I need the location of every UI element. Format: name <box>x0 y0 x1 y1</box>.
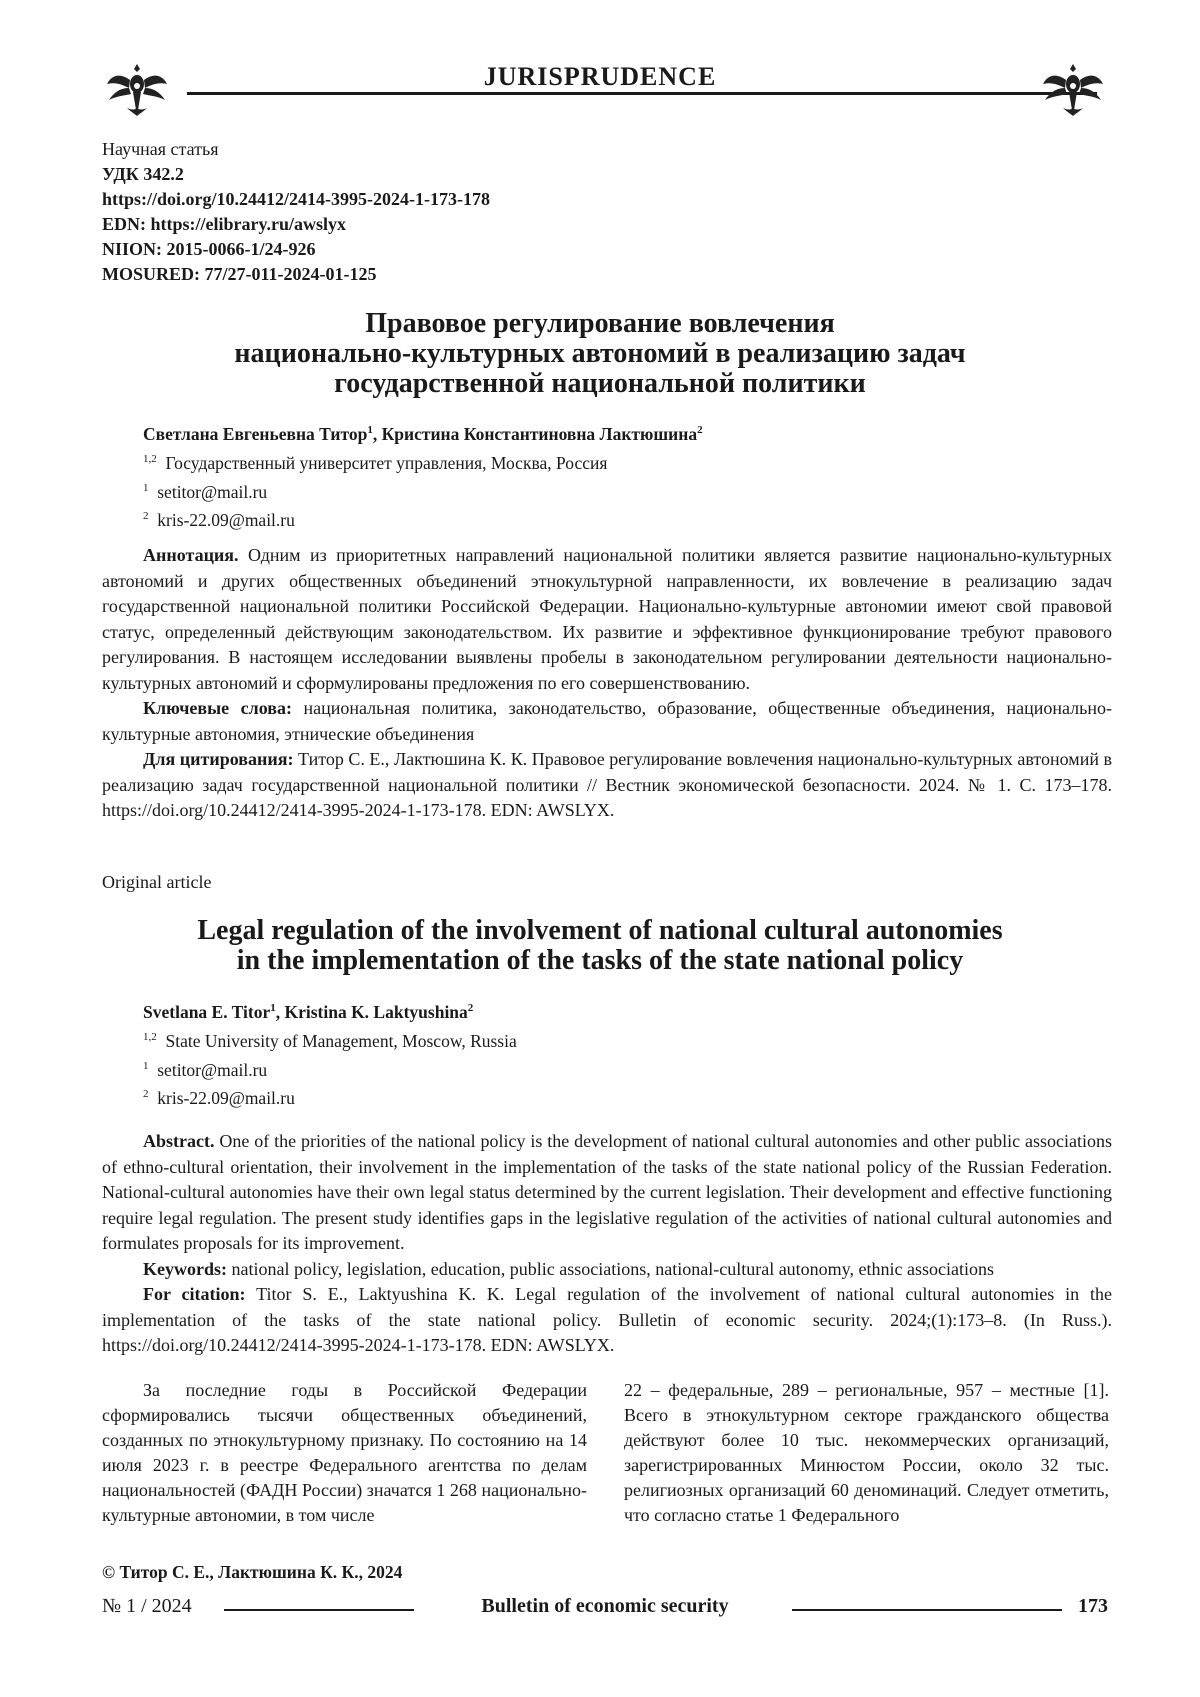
email-link[interactable]: kris-22.09@mail.ru <box>157 510 295 531</box>
ru-abstract: Аннотация. Одним из приоритетных направлений национальной политики является развитие национально-культурных автономий и других общественных объединений этнокультурной направленности, их вовлечение в реализацию задач государственной национальной политики Российской Федерации. Национально-культурные автономии имеют свой правовой статус, определенный действующим законодательством. Их развитие и эффективное функционирование требуют правового регулирования. В настоящем исследовании выявлены пробелы в законодательном регулировании деятельности национально-культурных автономий и сформулированы предложения по его совершенствованию. <box>102 545 1113 693</box>
ru-email-2: $^2$ kris-22.09@mail.ru <box>143 510 295 531</box>
eagle-emblem-icon <box>1041 58 1105 122</box>
mosured: MOSURED: 77/27-011-2024-01-125 <box>102 264 377 284</box>
header-rule <box>187 92 1097 95</box>
en-citation: For citation: Titor S. E., Laktyushina K. K. Legal regulation of the involvement of national cultural autonomies in the implementation of the tasks of the state national policy. Bulletin of economic security. 2024;(1):173–8. (In Russ.). https://doi.org/10.24412/2414-3995-2024-1-173-178. EDN: AWSLYX. <box>102 1284 1112 1355</box>
edn-link[interactable]: EDN: https://elibrary.ru/awslyx <box>102 214 347 234</box>
author-name: Kristina K. Laktyushina <box>284 1001 468 1022</box>
journal-name: Bulletin of economic security <box>481 1595 729 1617</box>
ru-title-line: государственной национальной политики <box>334 368 866 399</box>
en-email-1: $^1$ setitor@mail.ru <box>143 1059 268 1080</box>
body-column-left: За последние годы в Российской Федерации сформировались тысячи общественных объединений, созданных по этнокультурному признаку. По состоянию на 14 июля 2023 г. в реестре Федерального агентства по делам национальностей (ФАДН России) значатся 1 268 национально-культурные автономии, в том числе <box>102 1380 587 1525</box>
email-link[interactable]: kris-22.09@mail.ru <box>157 1088 295 1109</box>
ru-author-names: Светлана Евгеньевна Титор$^1$, Кристина Константиновна Лактюшина$^2$ <box>143 423 703 444</box>
issue-number: № 1 / 2024 <box>102 1595 192 1617</box>
page-number: 173 <box>1078 1595 1108 1617</box>
en-abstract-block <box>102 1129 1112 1359</box>
ru-authors <box>143 418 703 533</box>
copyright: © Титор С. Е., Лактюшина К. К., 2024 <box>102 1562 403 1582</box>
article-meta <box>102 137 490 287</box>
en-affiliation: $^{1,2}$ State University of Management, Moscow, Russia <box>143 1030 517 1051</box>
ru-affiliation: $^{1,2}$ Государственный университет управления, Москва, Россия <box>143 452 608 473</box>
ru-abstract-block <box>102 543 1112 824</box>
author-name: Светлана Евгеньевна Титор <box>143 423 368 444</box>
article-type-ru: Научная статья <box>102 139 219 159</box>
niion: NIION: 2015-0066-1/24-926 <box>102 239 316 259</box>
page-footer <box>102 1595 1108 1625</box>
section-title: JURISPRUDENCE <box>95 62 1105 92</box>
page-header <box>95 58 1105 128</box>
email-link[interactable]: setitor@mail.ru <box>157 1059 268 1080</box>
body-column-right: 22 – федеральные, 289 – региональные, 957 – местные [1]. Всего в этнокультурном секторе гражданского общества действуют более 10 тыс. некоммерческих организаций, зарегистрированных Минюстом России, около 32 тыс. религиозных организаций 60 деноминаций. Следует отметить, что согласно статье 1 Федерального <box>624 1380 1109 1525</box>
en-keywords: Keywords: national policy, legislation, education, public associations, national-cultural autonomy, ethnic associations <box>143 1258 994 1279</box>
ru-email-1: $^1$ setitor@mail.ru <box>143 481 268 502</box>
en-title <box>100 916 1100 976</box>
ru-title-line: Правовое регулирование вовлечения <box>365 308 835 339</box>
en-title-line: in the implementation of the tasks of the state national policy <box>236 945 964 976</box>
en-authors <box>143 996 517 1111</box>
en-title-line: Legal regulation of the involvement of national cultural autonomies <box>197 915 1003 946</box>
ru-citation: Для цитирования: Титор С. Е., Лактюшина К. К. Правовое регулирование вовлечения национально-культурных автономий в реализацию задач государственной национальной политики // Вестник экономической безопасности. 2024. № 1. С. 173–178. https://doi.org/10.24412/2414-3995-2024-1-173-178. EDN: AWSLYX. <box>102 749 1113 820</box>
en-email-2: $^2$ kris-22.09@mail.ru <box>143 1088 295 1109</box>
en-abstract: Abstract. One of the priorities of the national policy is the development of national cultural autonomies and other public associations of ethno-cultural orientation, their involvement in the implementation of the tasks of the state national policy of the Russian Federation. National-cultural autonomies have their own legal status determined by the current legislation. Their development and effective functioning require legal regulation. The present study identifies gaps in the legislative regulation of the activities of national cultural autonomies and formulates proposals for its improvement. <box>102 1131 1112 1253</box>
ru-title <box>100 309 1100 399</box>
doi-link[interactable]: https://doi.org/10.24412/2414-3995-2024-1-173-178 <box>102 189 490 209</box>
udk: УДК 342.2 <box>102 164 184 184</box>
ru-title-line: национально-культурных автономий в реализацию задач <box>234 338 966 369</box>
en-author-names: Svetlana E. Titor$^1$, Kristina K. Laktyushina$^2$ <box>143 1001 474 1022</box>
ru-keywords: Ключевые слова: национальная политика, законодательство, образование, общественные объединения, национально-культурные автономия, этнические объединения <box>102 698 1112 744</box>
article-type-en: Original article <box>102 872 212 892</box>
author-name: Svetlana E. Titor <box>143 1001 271 1022</box>
author-name: Кристина Константиновна Лактюшина <box>381 423 698 444</box>
footer-rule <box>792 1609 1062 1611</box>
email-link[interactable]: setitor@mail.ru <box>157 481 268 502</box>
